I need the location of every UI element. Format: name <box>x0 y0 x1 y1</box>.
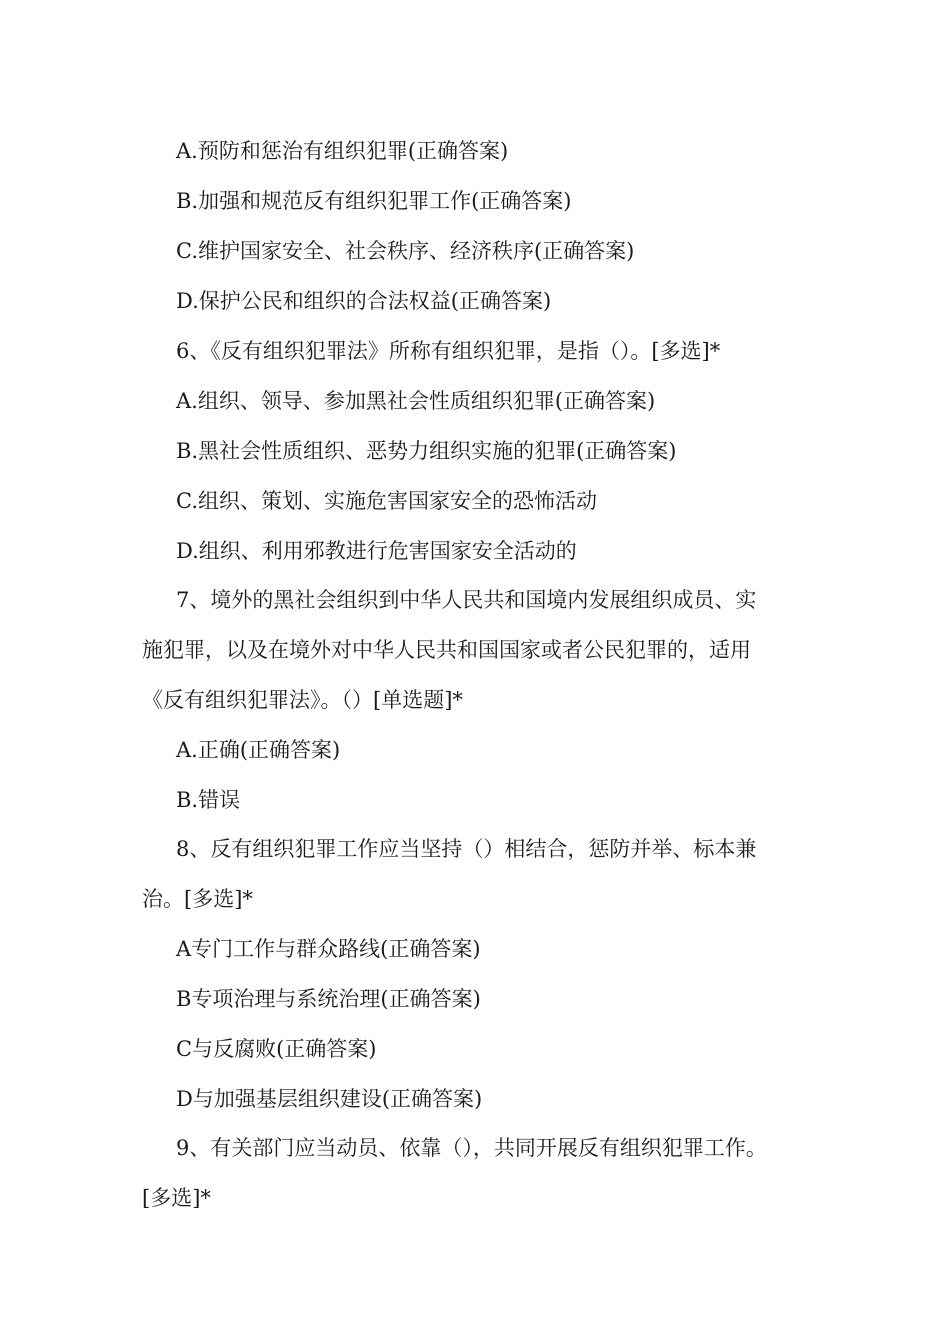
q6-option-c: C.组织、策划、实施危害国家安全的恐怖活动 <box>176 489 597 513</box>
q5-option-d: D.保护公民和组织的合法权益(正确答案) <box>176 289 552 313</box>
q5-option-c: C.维护国家安全、社会秩序、经济秩序(正确答案) <box>176 239 635 263</box>
q9-question-line-1: 9、有关部门应当动员、依靠（），共同开展反有组织犯罪工作。 <box>176 1136 767 1160</box>
q7-option-a: A.正确(正确答案) <box>176 738 341 762</box>
q5-option-a: A.预防和惩治有组织犯罪(正确答案) <box>176 139 509 163</box>
q7-question-line-3: 《反有组织犯罪法》。（）[单选题]* <box>142 688 463 712</box>
q7-option-b: B.错误 <box>176 788 241 812</box>
q8-option-c: C与反腐败(正确答案) <box>176 1037 377 1061</box>
q7-question-line-2: 施犯罪，以及在境外对中华人民共和国国家或者公民犯罪的，适用 <box>142 638 751 662</box>
q8-option-b: B专项治理与系统治理(正确答案) <box>176 987 481 1011</box>
q7-question-line-1: 7、境外的黑社会组织到中华人民共和国境内发展组织成员、实 <box>176 588 757 612</box>
q5-option-b: B.加强和规范反有组织犯罪工作(正确答案) <box>176 189 572 213</box>
q8-option-d: D与加强基层组织建设(正确答案) <box>176 1087 483 1111</box>
q6-option-b: B.黑社会性质组织、恶势力组织实施的犯罪(正确答案) <box>176 439 677 463</box>
q9-question-line-2: [多选]* <box>142 1186 211 1210</box>
q6-question: 6、《反有组织犯罪法》所称有组织犯罪，是指（）。[多选]* <box>176 339 721 363</box>
q8-question-line-2: 治。[多选]* <box>142 887 253 911</box>
q8-question-line-1: 8、反有组织犯罪工作应当坚持（）相结合，惩防并举、标本兼 <box>176 837 757 861</box>
q8-option-a: A专门工作与群众路线(正确答案) <box>176 937 481 961</box>
q6-option-d: D.组织、利用邪教进行危害国家安全活动的 <box>176 539 577 563</box>
q6-option-a: A.组织、领导、参加黑社会性质组织犯罪(正确答案) <box>176 389 656 413</box>
